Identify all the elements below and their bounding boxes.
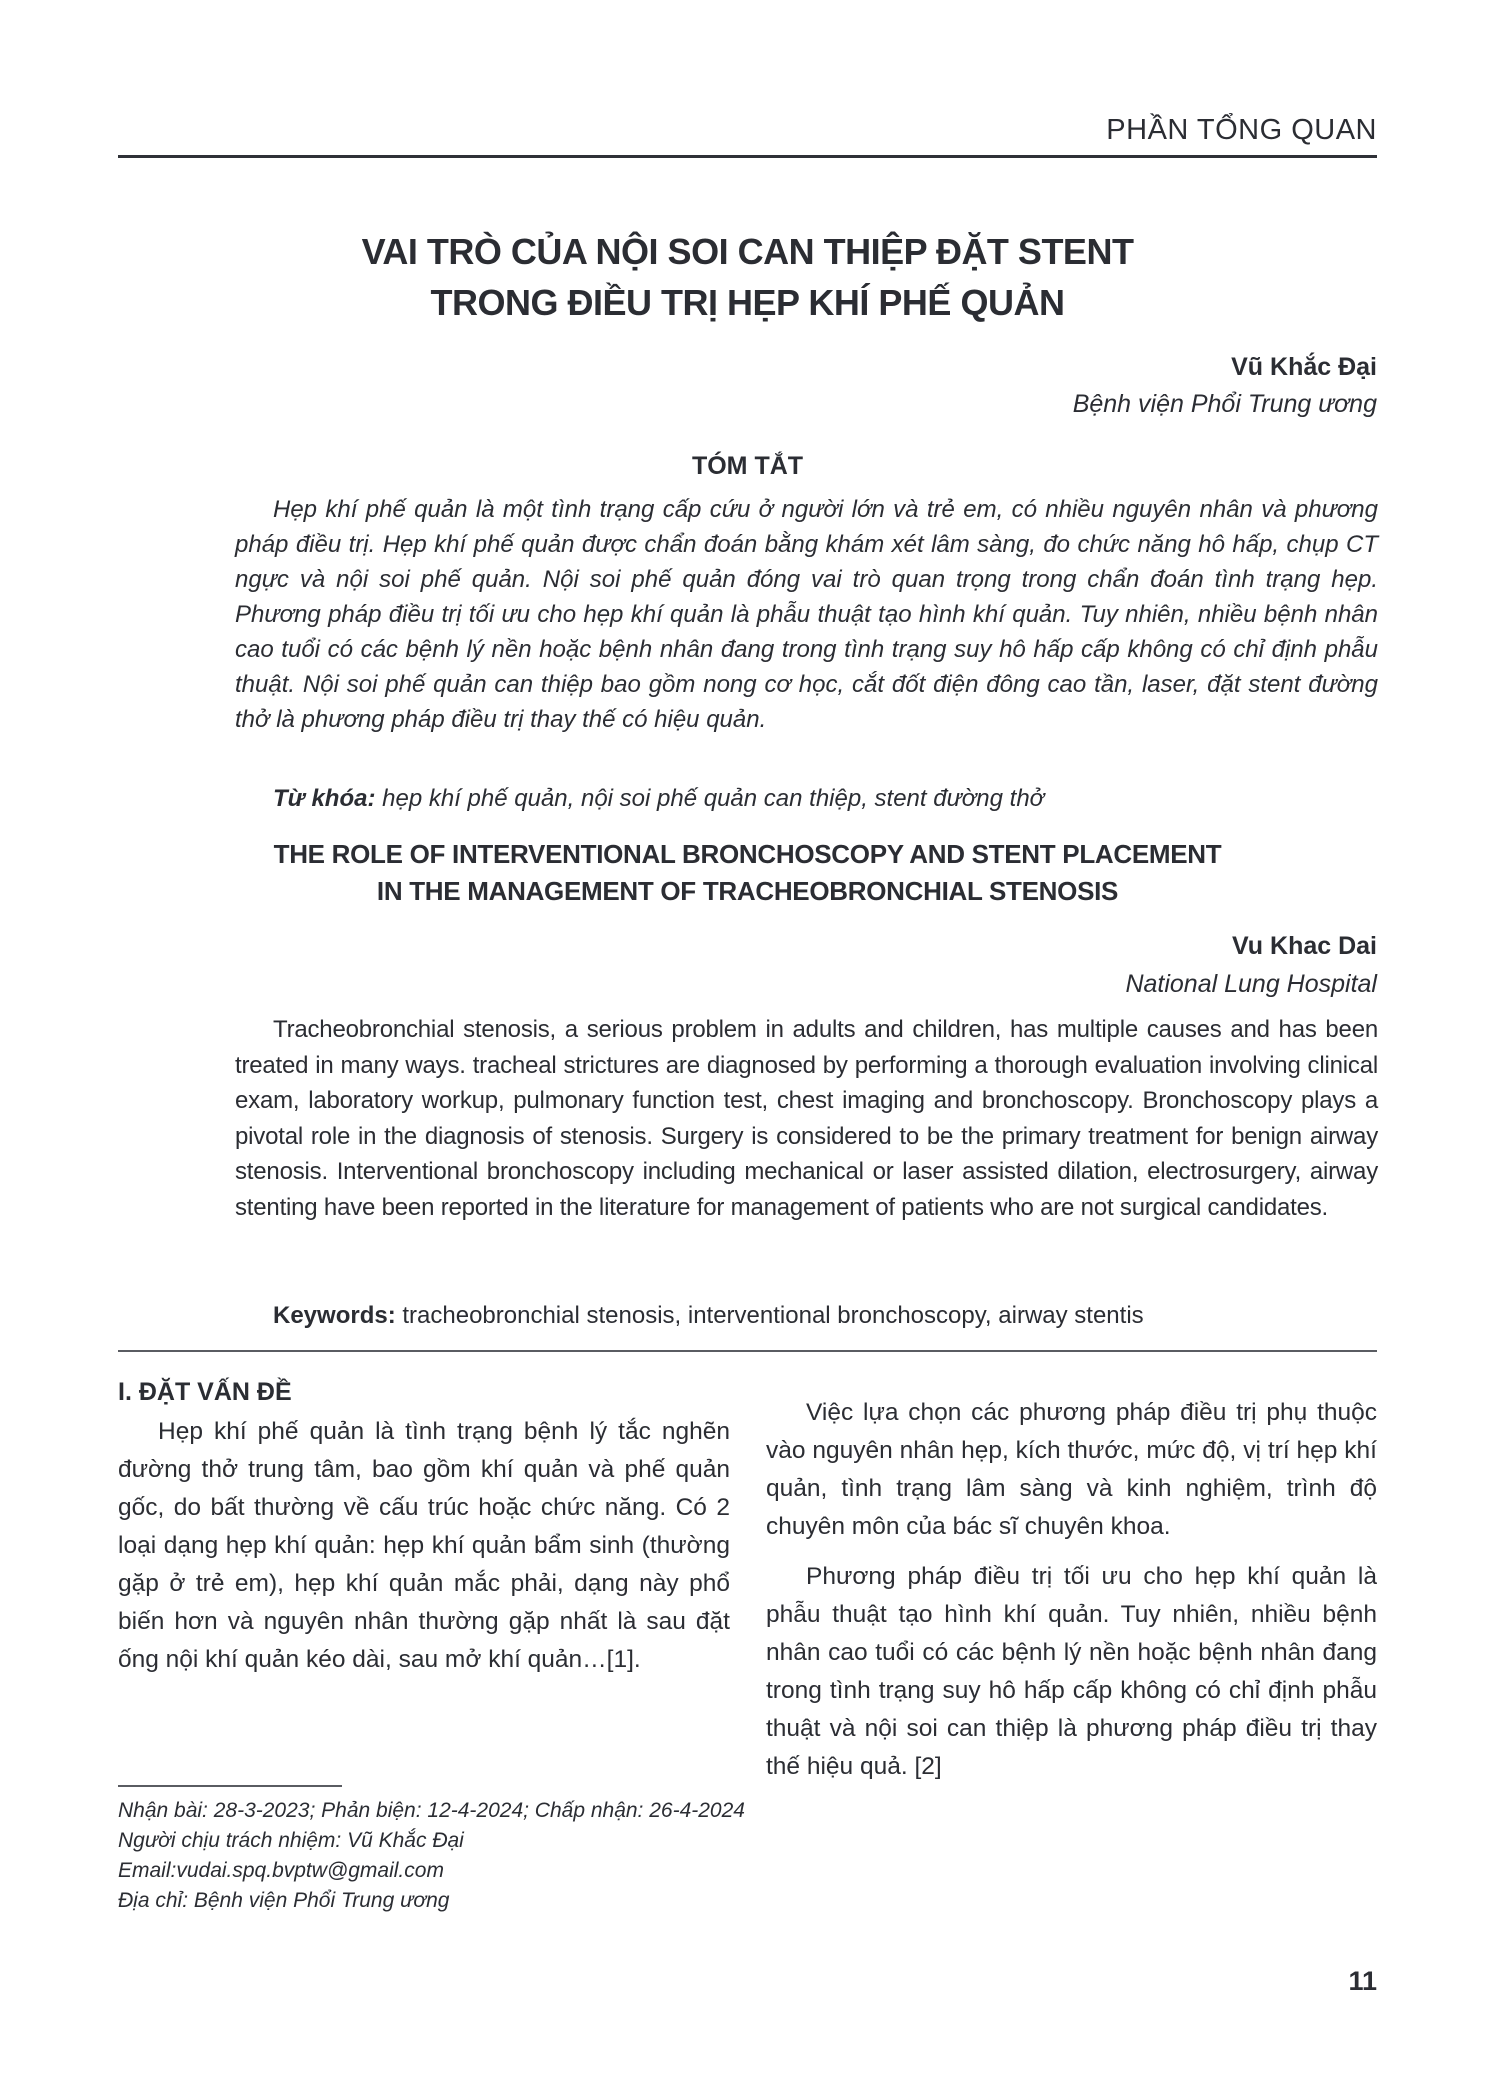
footnote-responsible: Người chịu trách nhiệm: Vũ Khắc Đại (118, 1829, 464, 1852)
author-affiliation-en: National Lung Hospital (1125, 970, 1377, 998)
keywords-vi (273, 785, 1378, 813)
abstract-text-en: Tracheobronchial stenosis, a serious problem in adults and children, has multiple causes and has been treated in many ways. tracheal strictures are diagnosed by performing a thorough evaluation involving clinical exam, laboratory workup, pulmonary function test, chest imaging and bronchoscopy. Bronchoscopy plays a pivotal role in the diagnosis of stenosis. Surgery is considered to be the primary treatment for benign airway stenosis. Interventional bronchoscopy including mechanical or laser assisted dilation, electrosurgery, airway stenting have been reported in the literature for management of patients who are not surgical candidates. (235, 1016, 1378, 1221)
page-number: 11 (1348, 1966, 1377, 1996)
abstract-text-vi: Hẹp khí phế quản là một tình trạng cấp cứu ở người lớn và trẻ em, có nhiều nguyên nhân và phương pháp điều trị. Hẹp khí phế quản được chẩn đoán bằng khám xét lâm sàng, đo chức năng hô hấp, chụp CT ngực và nội soi phế quản. Nội soi phế quản đóng vai trò quan trọng trong chẩn đoán tình trạng hẹp. Phương pháp điều trị tối ưu cho hẹp khí quản là phẫu thuật tạo hình khí quản. Tuy nhiên, nhiều bệnh nhân cao tuổi có các bệnh lý nền hoặc bệnh nhân đang trong tình trạng suy hô hấp cấp không có chỉ định phẫu thuật. Nội soi phế quản can thiệp bao gồm nong cơ học, cắt đốt điện đông cao tần, laser, đặt stent đường thở là phương pháp điều trị thay thế có hiệu quản. (235, 496, 1378, 733)
body-column-left (118, 1375, 730, 1691)
author-name-en: Vu Khac Dai (1232, 932, 1377, 960)
abstract-heading-vi: TÓM TẮT (691, 452, 804, 480)
footnote-email: Email:vudai.spq.bvptw@gmail.com (118, 1859, 444, 1882)
article-title-vi (118, 226, 1377, 328)
title-en-line-1: THE ROLE OF INTERVENTIONAL BRONCHOSCOPY AND STENT PLACEMENT (273, 839, 1222, 869)
article-title-en (118, 836, 1377, 910)
title-vi-line-1: VAI TRÒ CỦA NỘI SOI CAN THIỆP ĐẶT STENT (361, 231, 1134, 272)
body-paragraph: Việc lựa chọn các phương pháp điều trị phụ thuộc vào nguyên nhân hẹp, kích thước, mức độ, vị trí hẹp khí quản, tình trạng lâm sàng và kinh nghiệm, trình độ chuyên môn của bác sĩ chuyên khoa. (766, 1399, 1377, 1540)
title-en-line-2: IN THE MANAGEMENT OF TRACHEOBRONCHIAL STENOSIS (376, 876, 1119, 906)
footnotes (118, 1796, 918, 1916)
keywords-en (273, 1302, 1378, 1330)
header-rule (118, 155, 1377, 158)
body-paragraph: Hẹp khí phế quản là tình trạng bệnh lý tắc nghẽn đường thở trung tâm, bao gồm khí quản và phế quản gốc, do bất thường về cấu trúc hoặc chức năng. Có 2 loại dạng hẹp khí quản: hẹp khí quản bẩm sinh (thường gặp ở trẻ em), hẹp khí quản mắc phải, dạng này phổ biến hơn và nguyên nhân thường gặp nhất là sau đặt ống nội khí quản kéo dài, sau mở khí quản…[1]. (118, 1418, 730, 1673)
body-paragraph: Phương pháp điều trị tối ưu cho hẹp khí quản là phẫu thuật tạo hình khí quản. Tuy nhiên, nhiều bệnh nhân cao tuổi có các bệnh lý nền hoặc bệnh nhân đang trong tình trạng suy hô hấp cấp không có chỉ định phẫu thuật và nội soi can thiệp là phương pháp điều trị thay thế hiệu quả. [2] (766, 1563, 1377, 1780)
footnote-rule (118, 1785, 342, 1787)
keywords-list-vi: hẹp khí phế quản, nội soi phế quản can thiệp, stent đường thở (375, 785, 1045, 812)
keywords-label-vi: Từ khóa: (273, 785, 376, 812)
title-vi-line-2: TRONG ĐIỀU TRỊ HẸP KHÍ PHẾ QUẢN (430, 282, 1065, 323)
keywords-list-en: tracheobronchial stenosis, interventional bronchoscopy, airway stentis (395, 1302, 1144, 1329)
keywords-label-en: Keywords: (273, 1302, 396, 1329)
section-divider (118, 1350, 1377, 1352)
author-affiliation-vi: Bệnh viện Phổi Trung ương (1072, 390, 1377, 418)
footnote-dates: Nhận bài: 28-3-2023; Phản biện: 12-4-2024; Chấp nhận: 26-4-2024 (118, 1799, 745, 1822)
section-heading: I. ĐẶT VẤN ĐỀ (118, 1378, 292, 1406)
footnote-address: Địa chỉ: Bệnh viện Phổi Trung ương (118, 1889, 450, 1912)
author-name-vi: Vũ Khắc Đại (1231, 353, 1377, 381)
body-column-right (766, 1394, 1377, 1798)
section-header: PHẦN TỔNG QUAN (1106, 114, 1377, 146)
